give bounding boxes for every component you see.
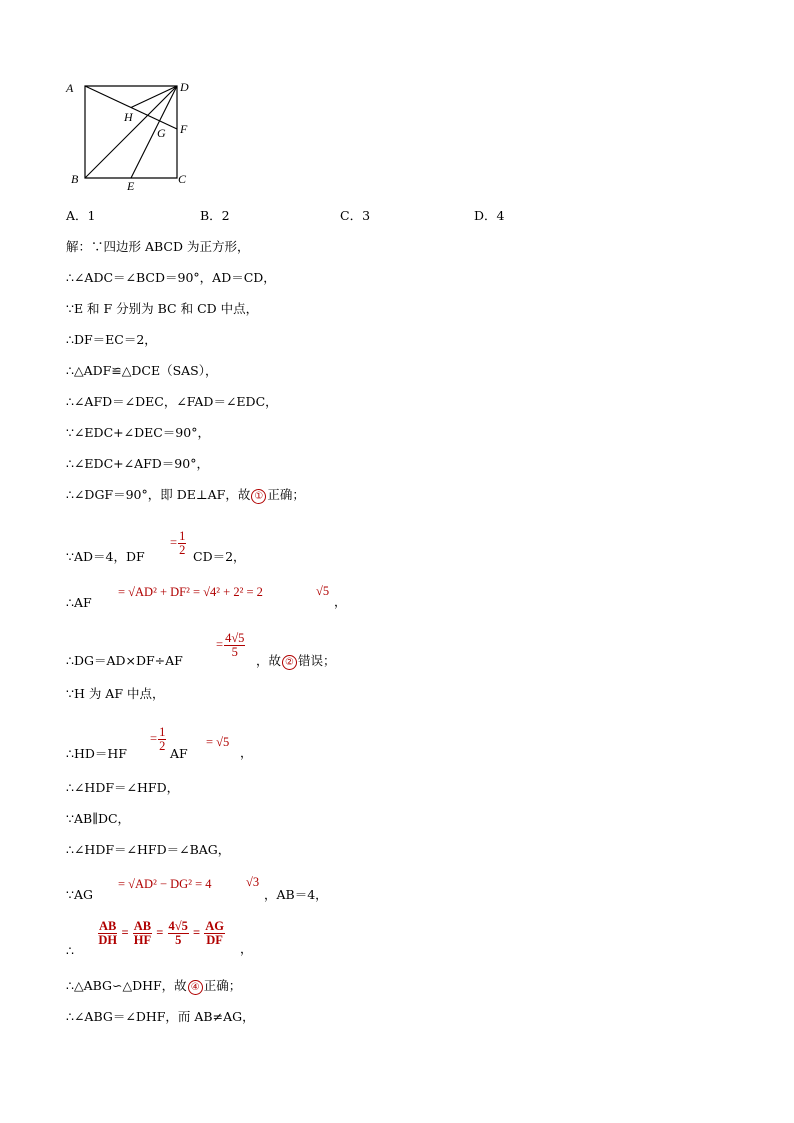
- option-b: B．2: [200, 208, 230, 223]
- solution-line-9: [66, 486, 305, 504]
- ratio-comma: ，: [240, 941, 253, 956]
- solution-line-21: ∴∠ABG＝∠DHF，而 AB≠AG，: [66, 1009, 255, 1024]
- answer-options: [66, 206, 766, 226]
- ag-formula: = √AD² − DG² = 4: [118, 877, 212, 891]
- hd-value: = √5: [206, 735, 230, 749]
- solution-line-4: ∴DF＝EC＝2，: [66, 332, 157, 347]
- circled-4: ④: [188, 980, 203, 995]
- solution-line-6: ∴∠AFD＝∠DEC，∠FAD＝∠EDC，: [66, 394, 278, 409]
- solution-line-10: [66, 548, 145, 566]
- ag-sqrt3: √3: [246, 875, 260, 889]
- solution-line-13: ∵H 为 AF 中点，: [66, 686, 165, 701]
- dg-den: 5: [231, 645, 238, 659]
- solution-line-3: ∵E 和 F 分别为 BC 和 CD 中点，: [66, 301, 259, 316]
- half-fraction-2: = $\frac{1}{2}$: [150, 725, 166, 753]
- solution-line-15: ∴∠HDF＝∠HFD，: [66, 780, 180, 795]
- segment-hd: [131, 86, 177, 108]
- line9-tail: 正确；: [267, 487, 305, 502]
- solution-line-16: ∵AB∥DC，: [66, 811, 131, 826]
- segment-ed: [131, 86, 177, 178]
- line9-text: ∴∠DGF＝90°，即 DE⊥AF，故: [66, 487, 251, 502]
- label-a: A: [66, 81, 74, 95]
- label-d: D: [180, 80, 189, 94]
- label-e: E: [127, 179, 135, 193]
- dg-formula: = $\frac{4√5}{5}$: [216, 631, 245, 659]
- option-a: A．1: [66, 208, 96, 223]
- circled-2: ②: [282, 655, 297, 670]
- solution-line-7: ∵∠EDC+∠DEC＝90°，: [66, 425, 210, 440]
- af-formula: [118, 585, 263, 600]
- ratio-formula: $\frac{AB}{DH}$ = $\frac{AB}{HF}$ = $\frac{4√5}{5}$ = $\frac{AG}{DF}$: [98, 919, 224, 947]
- hd-comma: ，: [240, 745, 253, 760]
- label-f: F: [180, 122, 188, 136]
- label-b: B: [71, 172, 79, 186]
- dg-num: 4√5: [225, 631, 245, 645]
- solution-line-2: ∴∠ADC＝∠BCD＝90°，AD＝CD，: [66, 270, 276, 285]
- label-h: H: [124, 110, 133, 124]
- solution-line-18: ∵AG: [66, 887, 93, 902]
- line10-text: ∵AD＝4，DF: [66, 549, 145, 564]
- solution-line-17: ∴∠HDF＝∠HFD＝∠BAG，: [66, 842, 231, 857]
- half-fraction-1: = $\frac{1}{2}$: [170, 529, 186, 557]
- solution-line-20: ∴△ABG∽△DHF，故 ④ 正确；: [66, 978, 242, 993]
- half-num: 1: [179, 529, 186, 543]
- line14-af: AF: [170, 746, 188, 761]
- line10-tail: CD＝2，: [193, 549, 246, 564]
- label-c: C: [178, 172, 187, 186]
- label-g: G: [157, 126, 166, 140]
- solution-line-5: ∴△ADF≌△DCE（SAS），: [66, 363, 218, 378]
- af-expression: = √AD² + DF² = √4² + 2² = 2: [118, 585, 263, 599]
- af-sqrt5: √5: [316, 584, 330, 598]
- solution-line-14: ∴HD＝HF: [66, 746, 127, 761]
- option-c: C．3: [340, 208, 371, 223]
- solution-line-8: ∴∠EDC+∠AFD＝90°，: [66, 456, 209, 471]
- solution-line-12: ∴DG＝AD×DF÷AF: [66, 653, 183, 668]
- solution-line-19: ∴: [66, 943, 74, 958]
- solution-line-11: ∴AF: [66, 595, 92, 610]
- half-den: 2: [179, 543, 186, 557]
- option-d: D．4: [474, 208, 505, 223]
- circled-1: ①: [251, 489, 266, 504]
- line18-tail: ，AB＝4，: [264, 887, 328, 902]
- af-comma: ，: [334, 594, 347, 609]
- line12-tail: ，故 ② 错误；: [256, 653, 336, 668]
- geometry-diagram: [60, 72, 210, 197]
- solution-line-1: 解：∵四边形 ABCD 为正方形，: [66, 239, 250, 254]
